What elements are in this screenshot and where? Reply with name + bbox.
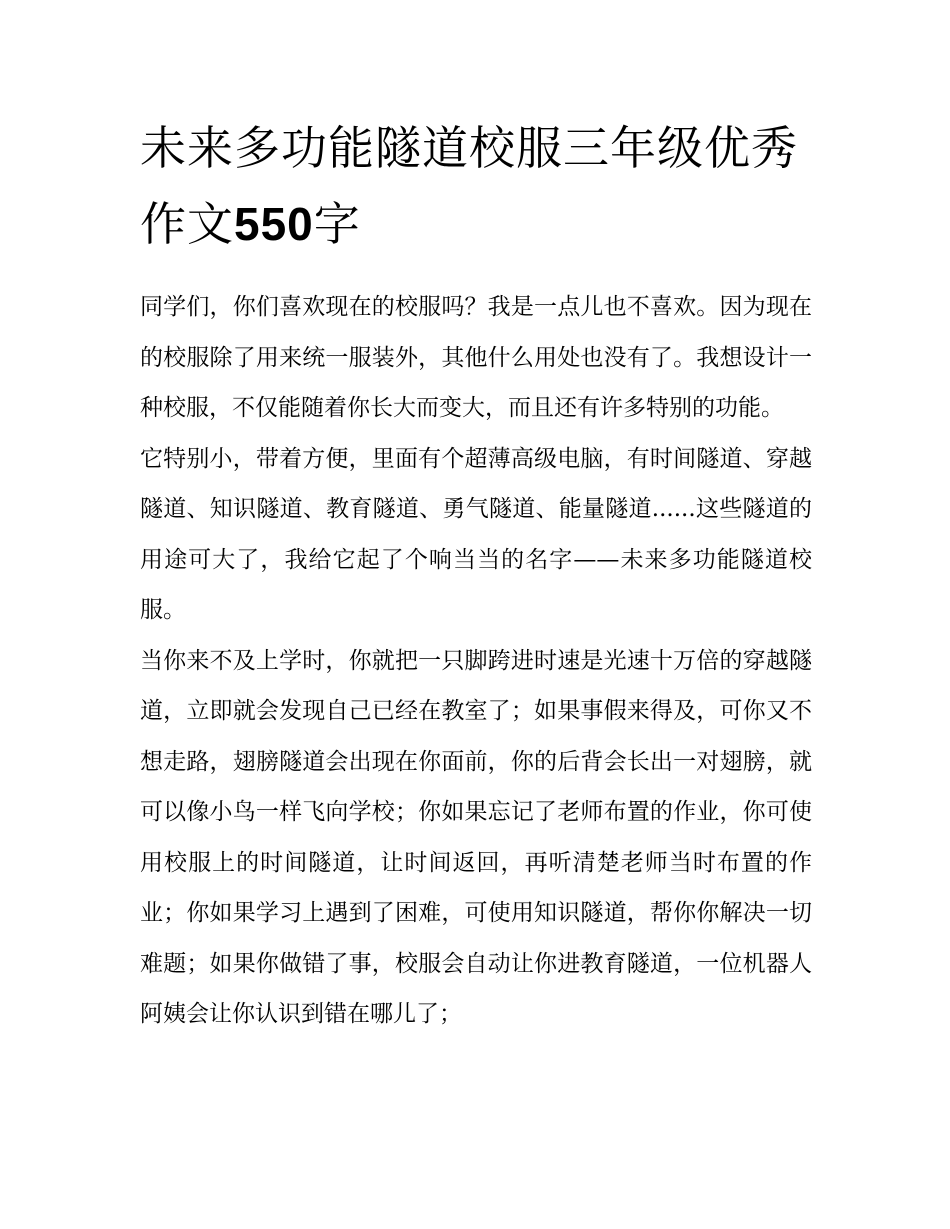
title-suffix: 字 (313, 197, 361, 251)
paragraph-2: 它特别小，带着方便，里面有个超薄高级电脑，有时间隧道、穿越隧道、知识隧道、教育隧道、勇气隧道、能量隧道......这些隧道的用途可大了，我给它起了个响当当的名字——未来多功能隧道校服。 (140, 445, 812, 623)
document-title (140, 110, 820, 262)
paragraph-3: 当你来不及上学时，你就把一只脚跨进时速是光速十万倍的穿越隧道，立即就会发现自己已经在教室了；如果事假来得及，可你又不想走路，翅膀隧道会出现在你面前，你的后背会长出一对翅膀，就可以像小鸟一样飞向学校；你如果忘记了老师布置的作业，你可使用校服上的时间隧道，让时间返回，再听清楚老师当时布置的作业；你如果学习上遇到了困难，可使用知识隧道，帮你你解决一切难题；如果你做错了事，校服会自动让你进教育隧道，一位机器人阿姨会让你认识到错在哪儿了； (140, 647, 812, 1027)
paragraph-1: 同学们，你们喜欢现在的校服吗？我是一点儿也不喜欢。因为现在的校服除了用来统一服装外，其他什么用处也没有了。我想设计一种校服，不仅能随着你长大而变大，而且还有许多特别的功能。 (140, 294, 812, 421)
title-text: 未来多功能隧道校服三年级优秀作文 (140, 121, 798, 251)
document-body (140, 282, 812, 1040)
title-number: 550 (234, 198, 314, 250)
